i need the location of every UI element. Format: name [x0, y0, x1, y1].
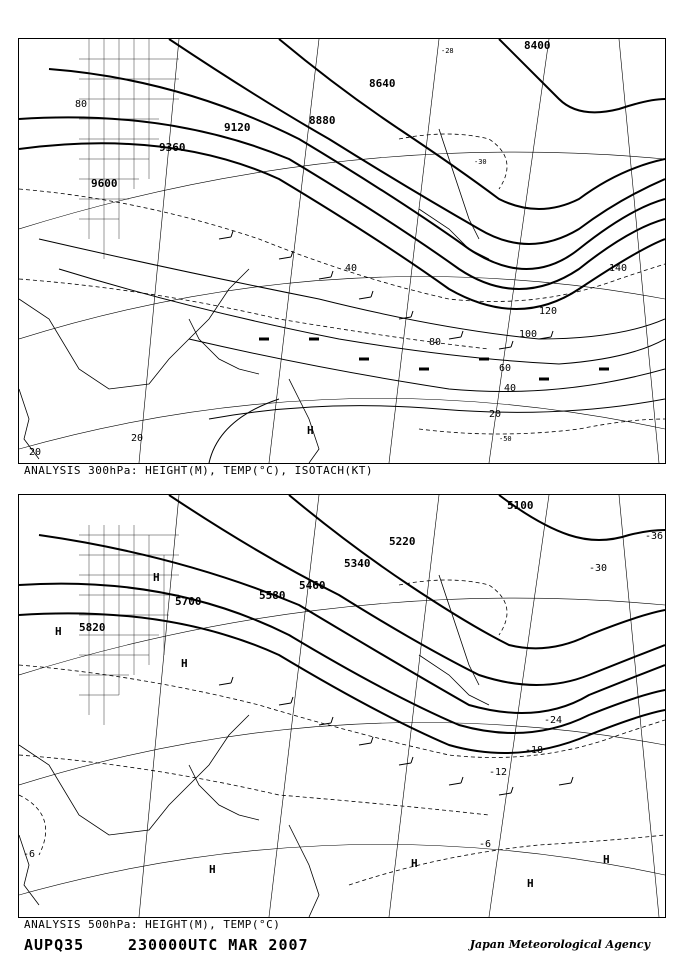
top-height-labels [91, 39, 551, 190]
pressure-center-H-7: H [153, 571, 160, 584]
pressure-center-H-4: H [411, 857, 418, 870]
label-5580: 5580 [259, 589, 286, 602]
pressure-centers [55, 571, 610, 890]
temp-minus30: -30 [589, 563, 608, 574]
isotach-40: 40 [504, 383, 517, 394]
isotach-20: 20 [489, 409, 502, 420]
graticule [19, 39, 665, 463]
label-5220: 5220 [389, 535, 416, 548]
agency-name: Japan Meteorological Agency [469, 938, 650, 951]
temp-minus18: -18 [525, 745, 544, 756]
temp-minus50: -50 [499, 435, 512, 443]
temp-minus24: -24 [544, 715, 563, 726]
isotherms [19, 580, 665, 885]
temp-minus36: -36 [645, 531, 664, 542]
bottom-height-labels [79, 499, 534, 634]
temp-minus6-east: -6 [479, 839, 492, 850]
map-300hpa [18, 38, 666, 464]
caption-500hpa: ANALYSIS 500hPa: HEIGHT(M), TEMP(°C) [24, 918, 281, 931]
temp-minus28: -28 [441, 47, 454, 55]
height-contours [19, 495, 665, 753]
label-8400: 8400 [524, 39, 551, 52]
temp-minus6-west: -6 [23, 849, 36, 860]
valid-time: 230000UTC MAR 2007 [128, 936, 309, 954]
isotach-120: 120 [539, 306, 558, 317]
label-8880: 8880 [309, 114, 336, 127]
label-5460: 5460 [299, 579, 326, 592]
label-5820: 5820 [79, 621, 106, 634]
top-temp-labels [441, 47, 512, 443]
label-5340: 5340 [344, 557, 371, 570]
label-5700: 5700 [175, 595, 202, 608]
top-isotach-labels [29, 99, 627, 458]
label-9360: 9360 [159, 141, 186, 154]
map-300hpa-canvas [19, 39, 665, 463]
isotach-140: 140 [609, 263, 628, 274]
temp-minus12: -12 [489, 767, 508, 778]
label-5100: 5100 [507, 499, 534, 512]
pressure-center-H-2: H [181, 657, 188, 670]
isotach-100: 100 [519, 329, 538, 340]
pressure-center-H-5: H [527, 877, 534, 890]
isotach-60: 60 [499, 363, 512, 374]
pressure-center-H: H [307, 424, 314, 437]
map-500hpa [18, 494, 666, 918]
label-8640: 8640 [369, 77, 396, 90]
isotach-40-mid: 40 [345, 263, 358, 274]
isotach-20-corner: 20 [29, 447, 42, 458]
map-500hpa-canvas [19, 495, 665, 917]
chart-code: AUPQ35 [24, 936, 85, 954]
caption-300hpa: ANALYSIS 300hPa: HEIGHT(M), TEMP(°C), ISOTACH(KT) [24, 464, 374, 477]
pressure-center-H-1: H [55, 625, 62, 638]
label-9600: 9600 [91, 177, 118, 190]
label-9120: 9120 [224, 121, 251, 134]
height-contours [19, 39, 665, 309]
isotach-80-west: 80 [75, 99, 88, 110]
pressure-center-H-3: H [209, 863, 216, 876]
isotach-20-southwest: 20 [131, 433, 144, 444]
isotach-80: 80 [429, 337, 442, 348]
pressure-center-H-6: H [603, 853, 610, 866]
temp-minus30: -30 [474, 158, 487, 166]
